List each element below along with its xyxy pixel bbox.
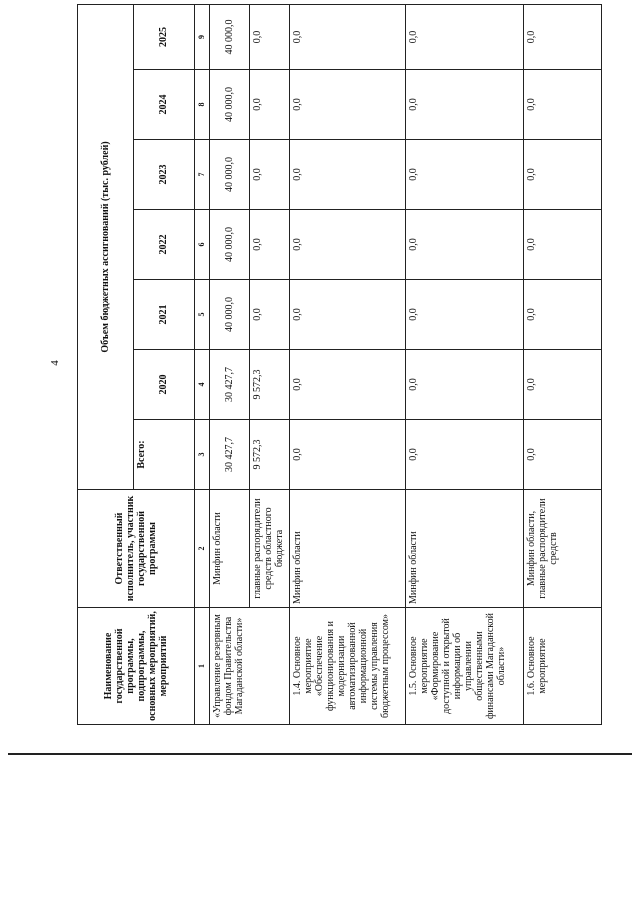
value-cell: 0,0 (524, 420, 602, 490)
value-cell: 40 000,0 (210, 140, 250, 210)
value-cell: 0,0 (406, 210, 524, 280)
row-name: 1.5. Основное мероприятие «Формирование доступной и открытой информации об управлении общественными финансами Магаданской области» (406, 608, 524, 725)
value-cell: 0,0 (290, 210, 406, 280)
header-volume: Объем бюджетных ассигнований (тыс. рублей) (78, 4, 134, 489)
row-name: 1.4. Основное мероприятие «Обеспечение функционирования и модернизации автоматизированной информационной системы управления бюджетным процессом» (290, 608, 406, 725)
table-row (406, 4, 524, 724)
header-year: 2021 (133, 280, 194, 350)
value-cell: 0,0 (250, 4, 290, 69)
value-cell: 0,0 (406, 140, 524, 210)
value-cell: 0,0 (290, 280, 406, 350)
column-number: 6 (195, 210, 210, 280)
page-number: 4 (49, 360, 61, 366)
header-executor: Ответственный исполнитель, участник государственной программы (78, 490, 195, 608)
value-cell: 0,0 (524, 280, 602, 350)
value-cell: 9 572,3 (250, 420, 290, 490)
value-cell: 0,0 (290, 140, 406, 210)
row-executor: главные распорядители средств областного бюджета (250, 490, 290, 608)
value-cell: 0,0 (250, 140, 290, 210)
rotated-table-wrapper (77, 5, 586, 725)
value-cell: 40 000,0 (210, 280, 250, 350)
row-executor: Минфин области, главные распорядители средств (524, 490, 602, 608)
value-cell: 0,0 (524, 140, 602, 210)
column-number: 7 (195, 140, 210, 210)
value-cell: 0,0 (250, 280, 290, 350)
column-number: 1 (195, 608, 210, 725)
value-cell: 0,0 (524, 70, 602, 140)
value-cell: 0,0 (250, 210, 290, 280)
value-cell: 0,0 (290, 420, 406, 490)
row-name: 1.6. Основное мероприятие (524, 608, 602, 725)
value-cell: 0,0 (290, 350, 406, 420)
value-cell: 0,0 (406, 350, 524, 420)
budget-table (77, 4, 602, 725)
table-row (524, 4, 602, 724)
value-cell: 30 427,7 (210, 420, 250, 490)
value-cell: 40 000,0 (210, 210, 250, 280)
row-executor: Минфин области (290, 490, 406, 608)
value-cell: 40 000,0 (210, 70, 250, 140)
value-cell: 0,0 (406, 280, 524, 350)
value-cell: 0,0 (524, 350, 602, 420)
row-name: «Управление резервным фондом Правительства Магаданской области» (210, 608, 290, 725)
value-cell: 0,0 (290, 4, 406, 69)
header-year: 2025 (133, 4, 194, 69)
value-cell: 0,0 (406, 70, 524, 140)
column-number: 9 (195, 4, 210, 69)
column-number: 5 (195, 280, 210, 350)
column-numbers-row (195, 4, 210, 724)
value-cell: 40 000,0 (210, 4, 250, 69)
value-cell: 0,0 (250, 70, 290, 140)
value-cell: 0,0 (524, 4, 602, 69)
header-row (78, 4, 134, 724)
value-cell: 0,0 (406, 4, 524, 69)
table-row (290, 4, 406, 724)
page-divider (8, 753, 632, 755)
column-number: 2 (195, 490, 210, 608)
header-year: 2023 (133, 140, 194, 210)
value-cell: 0,0 (290, 70, 406, 140)
column-number: 3 (195, 420, 210, 490)
row-executor: Минфин области (406, 490, 524, 608)
value-cell: 9 572,3 (250, 350, 290, 420)
header-year: 2024 (133, 70, 194, 140)
column-number: 8 (195, 70, 210, 140)
value-cell: 30 427,7 (210, 350, 250, 420)
header-year: 2022 (133, 210, 194, 280)
header-total: Всего: (133, 420, 194, 490)
header-year: 2020 (133, 350, 194, 420)
value-cell: 0,0 (406, 420, 524, 490)
value-cell: 0,0 (524, 210, 602, 280)
header-name: Наименование государственной программы, подпрограммы, основных мероприятий, мероприятий (78, 608, 195, 725)
table-row (210, 4, 250, 724)
column-number: 4 (195, 350, 210, 420)
row-executor: Минфин области (210, 490, 250, 608)
